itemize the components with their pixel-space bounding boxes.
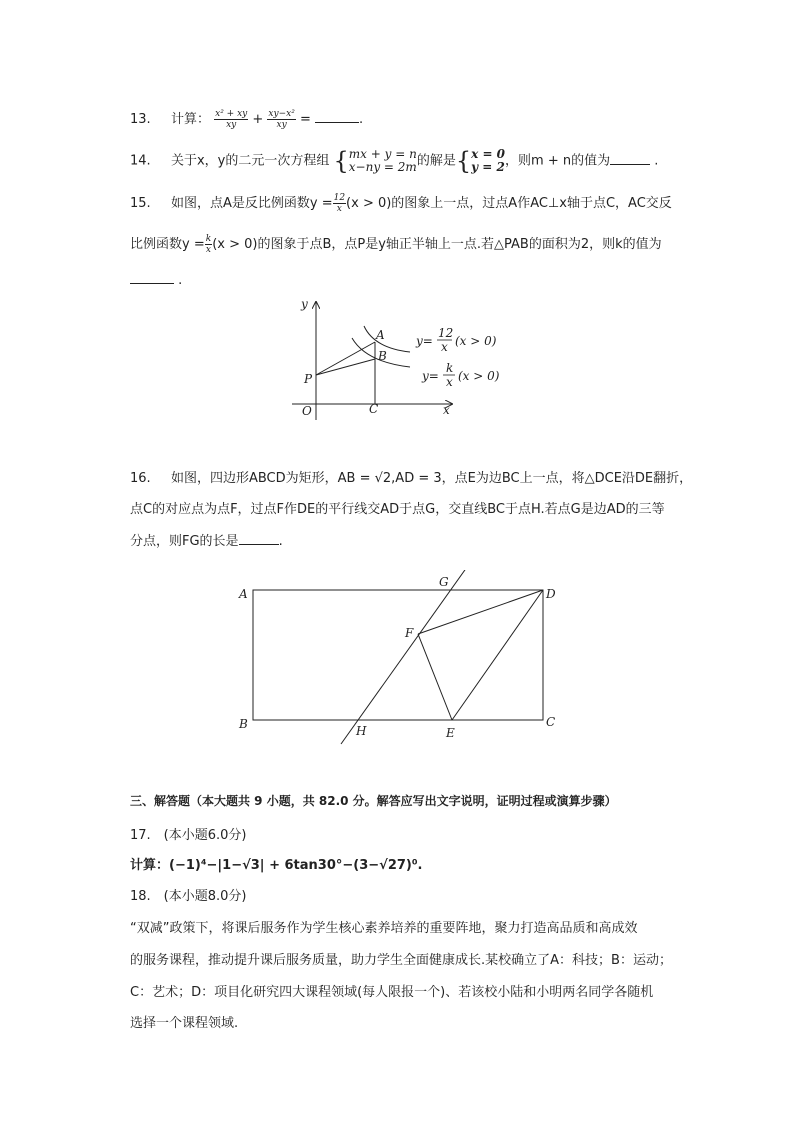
curve-2-label [421, 361, 500, 389]
question-13: 13. 计算： $\frac{\text{x² + xy}}{xy}$ + $\frac{\text{xy−x²}}{xy}$ = . [130, 109, 364, 130]
label-p: P [304, 372, 313, 386]
question-18-p1: “双减”政策下，将课后服务作为学生核心素养培养的重要阵地，聚力打造高品质和高成效 [130, 921, 638, 936]
question-18-p4: 选择一个课程领域. [130, 1016, 239, 1031]
label-b: B [378, 349, 387, 363]
svg-text:12: 12 [438, 326, 454, 340]
q14-number: 14. [130, 153, 151, 169]
section-3-title: 三、解答题（本大题共 9 小题，共 82.0 分。解答应写出文字说明，证明过程或演算步骤） [130, 794, 617, 808]
question-18-p3: C：艺术；D：项目化研究四大课程领域(每人限报一个)、若该校小陆和小明两名同学各随机 [130, 985, 654, 1000]
q13-number: 13. [130, 112, 151, 127]
question-18-head: 18. (本小题8.0分) [130, 889, 247, 904]
label-o: O [302, 404, 312, 418]
svg-text:y=: y= [416, 334, 433, 348]
q14-text-2: 的解是 [416, 153, 456, 169]
svg-text:(x > 0): (x > 0) [458, 369, 500, 383]
q16-answer-blank [239, 534, 279, 545]
question-16-line-2: 点C的对应点为点F，过点F作DE的平行线交AD于点G，交直线BC于点H.若点G是边AD的三等 [130, 502, 665, 517]
segment-pa [316, 342, 375, 375]
rectangle-abcd [253, 590, 543, 720]
q15-fraction-12x: $\frac{12}{x}$ [333, 193, 346, 214]
question-15-line-1: 15. 如图，点A是反比例函数y = $\frac{12}{x}$ (x > 0)的图象上一点，过点A作AC⊥x轴于点C，AC交反 [130, 193, 672, 214]
q14-answer-blank [610, 154, 650, 165]
figure-15 [280, 290, 520, 425]
question-17-body: 计算：(−1)⁴−|1−√3| + 6tan30°−(3−√27)⁰. [130, 858, 423, 873]
question-17-head: 17. (本小题6.0分) [130, 828, 247, 843]
question-15-line-2: 比例函数y = $\frac{k}{x}$ (x > 0)的图象于点B，点P是y轴正半轴上一点.若△PAB的面积为2，则k的值为 [130, 234, 662, 255]
question-14: 14. 关于x，y的二元一次方程组 { mx + y = n x−ny = 2m 的解是{ x = 0 y = 2 ，则m + n的值为 . [130, 147, 659, 175]
q14-system: mx + y = n x−ny = 2m [348, 147, 417, 174]
question-15-line-3: . [130, 273, 182, 288]
svg-text:x: x [446, 375, 453, 389]
svg-text:y=: y= [422, 369, 439, 383]
q13-fraction-2: $\frac{\text{xy−x²}}{xy}$ [268, 109, 295, 130]
label-A: A [239, 587, 248, 601]
label-y: y [301, 297, 308, 311]
label-G: G [439, 575, 449, 589]
svg-text:(x > 0): (x > 0) [455, 334, 497, 348]
curve-1-label [415, 326, 497, 354]
q16-number: 16. [130, 471, 151, 486]
label-x: x [443, 403, 450, 417]
question-16-line-3: 分点，则FG的长是 . [130, 534, 283, 549]
svg-text:x: x [441, 340, 448, 354]
q15-answer-blank [130, 273, 174, 284]
q13-equals: = [299, 112, 311, 127]
segment-fe [418, 634, 452, 720]
q13-fraction-1: $\frac{\text{x² + xy}}{xy}$ [215, 109, 248, 130]
q14-text-1: 关于x，y的二元一次方程组 [170, 153, 330, 169]
segment-de [452, 590, 543, 720]
segment-fd [418, 590, 543, 634]
q15-fraction-kx: $\frac{k}{x}$ [205, 234, 212, 255]
q13-plus: + [252, 112, 264, 127]
figure-16 [230, 570, 570, 750]
label-F: F [405, 626, 414, 640]
label-a: A [376, 328, 385, 342]
label-C: C [546, 715, 556, 729]
q13-answer-blank [315, 112, 359, 123]
label-E: E [446, 726, 455, 740]
segment-pb [316, 359, 375, 375]
question-16-line-1: 16. 如图，四边形ABCD为矩形，AB = √2,AD = 3，点E为边BC上一点，将△DCE沿DE翻折， [130, 471, 693, 486]
label-c: C [369, 402, 379, 416]
line-gh [341, 570, 472, 744]
curve-12-over-x [364, 326, 410, 352]
svg-text:k: k [446, 361, 454, 375]
label-D: D [546, 587, 556, 601]
label-H: H [356, 724, 367, 738]
q14-solution: x = 0 y = 2 [471, 147, 506, 174]
q14-text-3: ，则m + n的值为 [505, 153, 611, 169]
q15-number: 15. [130, 196, 151, 211]
label-B: B [239, 717, 248, 731]
q13-prefix: 计算： [170, 112, 210, 127]
question-18-p2: 的服务课程，推动提升课后服务质量，助力学生全面健康成长.某校确立了A：科技；B：运动； [130, 953, 672, 968]
